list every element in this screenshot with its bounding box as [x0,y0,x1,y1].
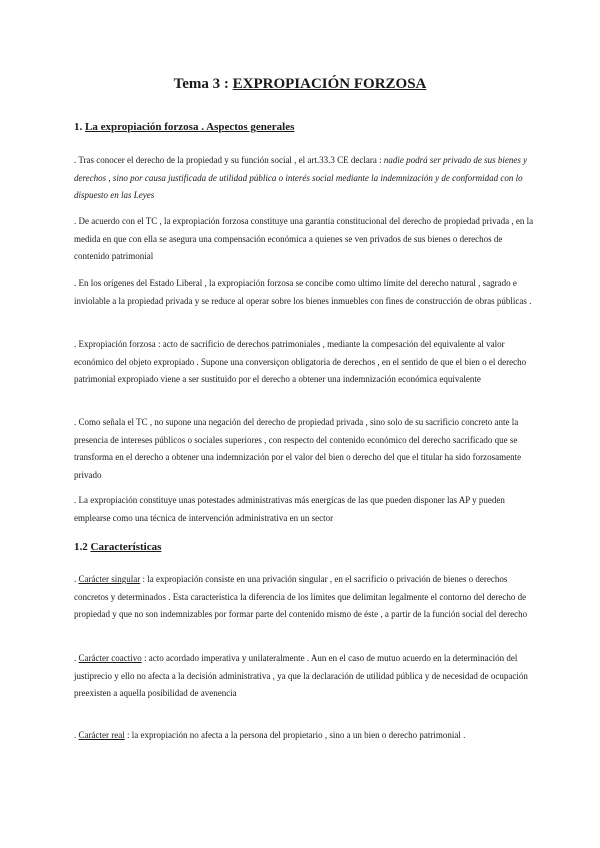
paragraph-2: . De acuerdo con el TC , la expropiación forzosa constituye una garantía constitucional del derecho de propiedad privada , en la medida en que con ella se asegura una compensación económica a quienes se ven privados de sus bienes o derechos de contenido patrimonial [74,216,534,261]
title-prefix: Tema 3 : [173,76,233,92]
section-title: La expropiación forzosa . Aspectos generales [85,121,295,133]
section-number: 1.2 [74,541,91,553]
paragraph-6: . La expropiación constituye unas potestades administrativas más energícas de las que pueden disponer las AP y pueden emplearse como una técnica de intervención administrativa en un sector [74,495,505,523]
section-title: Características [90,541,162,553]
paragraph-5: . Como señala el TC , no supone una negación del derecho de propiedad privada , sino solo de su sacrificio concreto ante la presencia de intereses públicos o sociales superiores , con respecto del contenido económico del derecho sacrificado que se transforma en el derecho a obtener una indemnización por el valor del bien o derecho del que el titular ha sido forzosamente privado [74,417,522,480]
bullet-dot: . [74,730,79,740]
characteristic-term: Carácter real [78,730,125,740]
characteristic-text: : la expropiación no afecta a la persona del propietario , sino a un bien o derecho patrimonial . [124,730,466,740]
constitution-quote: nadie podrá ser privado de sus bienes y derechos , sino por causa justificada de utilidad pública o interés social mediante la indemnización y de conformidad con lo dispuesto en las Leyes [74,155,528,200]
bullet-dot: . [74,574,79,584]
title-main: EXPROPIACIÓN FORZOSA [232,76,427,92]
section-number: 1. [74,121,85,133]
characteristic-singular [74,571,534,624]
characteristic-coactivo [74,650,534,703]
characteristic-text: : la expropiación consiste en una privación singular , en el sacrificio o privación de bienes o derechos concretos y determinados . Esta característica la diferencia de los límites que delimitan legalmente el contorno del derecho de propiedad y que no son indemnizables por formar parte del contenido mismo de éste , a partir de la función social del derecho [74,574,528,619]
paragraph-1 [74,152,534,205]
section-heading-1 [74,121,294,133]
paragraph-text: . Tras conocer el derecho de la propiedad y su función social , el art.33.3 CE declara : [74,155,384,165]
section-heading-2 [74,541,161,553]
characteristic-text: : acto acordado imperativa y unilateralmente . Aun en el caso de mutuo acuerdo en la determinación del justiprecio y ello no afecta a la decisión administrativa , ya que la declaración de utilidad pública y de necesidad de ocupación preexisten a aquella posibilidad de avenencia [74,653,528,698]
page-title [0,76,600,93]
characteristic-real [74,727,534,745]
characteristic-term: Carácter coactivo [78,653,142,663]
paragraph-3: . En los orígenes del Estado Liberal , la expropiación forzosa se concibe como ultimo límite del derecho natural , sagrado e inviolable a la propiedad privada y se reduce al operar sobre los bienes inmuebles con fines de construcción de obras públicas . [74,278,532,306]
paragraph-4: . Expropiación forzosa : acto de sacrificio de derechos patrimoniales , mediante la compesación del equivalente al valor económico del objeto expropiado . Supone una conversiçon obligatoria de derechos , en el sentido de que el bien o el derecho patrimonial expropiado viene a ser sustituido por el derecho a obtener una indemnización económica equivalente [74,339,527,384]
characteristic-term: Carácter singular [78,574,141,584]
bullet-dot: . [74,653,79,663]
